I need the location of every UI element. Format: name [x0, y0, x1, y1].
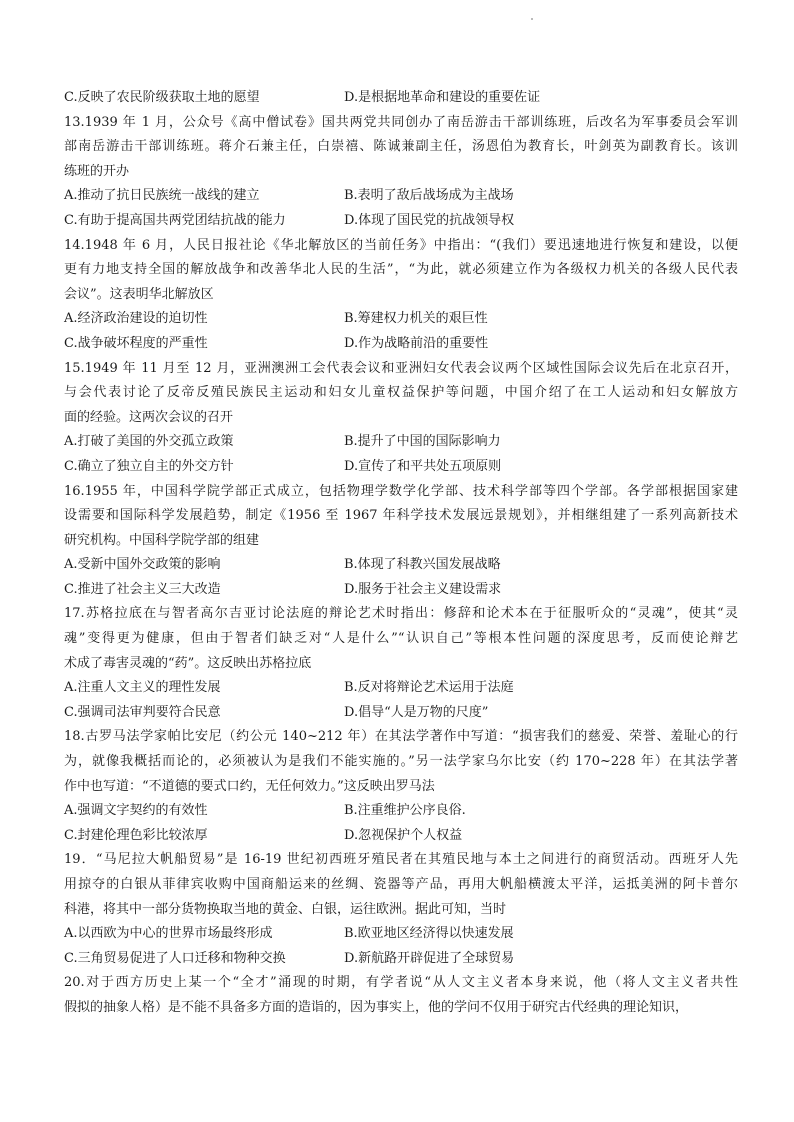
answer-option: B.提升了中国的国际影响力: [344, 434, 501, 450]
option-row: [64, 676, 738, 701]
answer-option: B.注重维护公序良俗.: [344, 803, 466, 819]
option-row: [64, 553, 738, 578]
option-row: [64, 799, 738, 824]
question-stem-line: 19．“马尼拉大帆船贸易”是 16-19 世纪初西班牙殖民者在其殖民地与本土之间进行的商贸活动。西班牙人先: [64, 852, 738, 868]
answer-option: B.反对将辩论艺术运用于法庭: [344, 680, 514, 696]
answer-option: D.是根据地革命和建设的重要佐证: [344, 90, 541, 105]
question-stem-line: 魂”变得更为健康，但由于智者们缺乏对“人是什么”“认识自己”等根本性问题的深度思考，反而使论辩艺: [64, 631, 738, 647]
option-row: [64, 947, 738, 972]
answer-option: D.倡导“人是万物的尺度”: [344, 704, 489, 720]
answer-option: A.受新中国外交政策的影响: [64, 557, 221, 573]
question-stem-line: 练班的开办: [64, 163, 130, 179]
option-row: [64, 184, 738, 209]
question-stem-line: 科港，将其中一部分货物换取当地的黄金、白银，运往欧洲。据此可知，当时: [64, 901, 507, 917]
option-row: [64, 86, 738, 111]
question-stem-line: 部南岳游击干部训练班。蒋介石兼主任，白崇禧、陈诚兼副主任，汤恩伯为教育长，叶剑英为副教育长。该训: [64, 139, 738, 155]
question-stem-line: 用掠夺的白银从菲律宾收购中国商船运来的丝绸、瓷器等产品，再用大帆船横渡太平洋，运抵美洲的阿卡普尔: [64, 877, 738, 892]
answer-option: D.体现了国民党的抗战领导权: [344, 212, 515, 228]
answer-option: C.战争破坏程度的严重性: [64, 335, 208, 351]
answer-option: A.注重人文主义的理性发展: [64, 680, 221, 696]
question-stem-line: 17.苏格拉底在与智者高尔吉亚讨论法庭的辩论艺术时指出：修辞和论术本在于征服听众的“灵魂”，使其“灵: [64, 606, 738, 622]
answer-option: D.新航路开辟促进了全球贸易: [344, 950, 515, 966]
option-row: [64, 455, 738, 480]
option-row: [64, 430, 738, 455]
question-block: [64, 357, 738, 480]
question-stem-line: 研究机构。中国科学院学部的组建: [64, 532, 260, 548]
answer-option: B.筹建权力机关的艰巨性: [344, 311, 488, 327]
question-block: [64, 480, 738, 603]
question-stem-line: 15.1949 年 11 月至 12 月，亚洲澳洲工会代表会议和亚洲妇女代表会议两个区域性国际会议先后在北京召开，: [64, 360, 738, 376]
option-row: [64, 209, 738, 234]
question-stem-line: 会议”。这表明华北解放区: [64, 286, 214, 302]
question-block: [64, 602, 738, 725]
question-stem-line: 设需要和国际科学发展趋势，制定《1956 至 1967 年科学技术发展远景规划》，并相继组建了一系列高新技术: [64, 508, 738, 524]
answer-option: C.三角贸易促进了人口迁移和物种交换: [64, 950, 286, 966]
question-block: [64, 111, 738, 234]
option-row: [64, 307, 738, 332]
question-stem-line: 16.1955 年，中国科学院学部正式成立，包括物理学数学化学部、技术科学部等四个学部。各学部根据国家建: [64, 483, 738, 499]
question-stem-line: 面的经验。这两次会议的召开: [64, 409, 234, 425]
answer-option: B.表明了敌后战场成为主战场: [344, 188, 514, 204]
question-block: [64, 725, 738, 848]
answer-option: A.强调文字契约的有效性: [64, 803, 208, 819]
option-row: [64, 824, 738, 849]
exam-page: [64, 86, 738, 1021]
question-block: [64, 86, 738, 111]
answer-option: A.经济政治建设的迫切性: [64, 311, 208, 327]
answer-option: C.封建伦理色彩比较浓厚: [64, 827, 208, 843]
answer-option: A.打破了美国的外交孤立政策: [64, 434, 234, 450]
question-stem-line: 13.1939 年 1 月，公众号《高中僧试卷》国共两党共同创办了南岳游击干部训练班，后改名为军事委员会军训: [64, 114, 738, 130]
answer-option: C.推进了社会主义三大改造: [64, 581, 221, 597]
question-block: [64, 848, 738, 971]
answer-option: C.确立了独立自主的外交方针: [64, 458, 234, 474]
question-stem-line: 为，就像我概括而论的，必须被认为是我们不能实施的。”另一法学家乌尔比安（约 170~228 年）在其法学著: [64, 754, 738, 770]
answer-option: D.作为战略前沿的重要性: [344, 335, 489, 351]
option-row: [64, 578, 738, 603]
answer-option: B.体现了科教兴国发展战略: [344, 557, 501, 573]
option-row: [64, 701, 738, 726]
option-row: [64, 332, 738, 357]
question-stem-line: 20.对于西方历史上某一个“全才”涌现的时期，有学者说“从人文主义者本身来说，他（将人文主义者共性: [64, 975, 738, 991]
question-stem-line: 14.1948 年 6 月，人民日报社论《华北解放区的当前任务》中指出：“(我们）要迅速地进行恢复和建设，以便: [64, 237, 738, 253]
answer-option: C.反映了农民阶级获取土地的愿望: [64, 90, 260, 105]
question-stem-line: 18.古罗马法学家帕比安尼（约公元 140~212 年）在其法学著作中写道：“损害我们的慈爱、荣誉、羞耻心的行: [64, 729, 738, 745]
question-stem-line: 术成了毒害灵魂的“药”。这反映出苏格拉底: [64, 655, 312, 671]
answer-option: A.以西欧为中心的世界市场最终形成: [64, 926, 273, 942]
question-stem-line: 作中也写道：“不道德的要式口约，无任何效力。”这反映出罗马法: [64, 778, 435, 794]
answer-option: D.服务于社会主义建设需求: [344, 581, 502, 597]
answer-option: B.欧亚地区经济得以快速发展: [344, 926, 514, 942]
option-row: [64, 922, 738, 947]
answer-option: D.宣传了和平共处五项原则: [344, 458, 502, 474]
answer-option: C.有助于提高国共两党团结抗战的能力: [64, 212, 286, 228]
scan-dot: [531, 18, 533, 20]
answer-option: D.忽视保护个人权益: [344, 827, 463, 843]
question-block: [64, 234, 738, 357]
question-block: [64, 971, 738, 1020]
question-stem-line: 更有力地支持全国的解放战争和改善华北人民的生活”，“为此，就必须建立作为各级权力机关的各级人民代表: [64, 262, 738, 278]
question-stem-line: 假拟的抽象人格）是不能不具备多方面的造诣的，因为事实上，他的学问不仅用于研究古代经典的理论知识，: [64, 999, 689, 1015]
question-stem-line: 与会代表讨论了反帝反殖民族民主运动和妇女儿童权益保护等问题，中国介绍了在工人运动和妇女解放方: [64, 385, 738, 401]
answer-option: A.推动了抗日民族统一战线的建立: [64, 188, 260, 204]
answer-option: C.强调司法审判要符合民意: [64, 704, 221, 720]
